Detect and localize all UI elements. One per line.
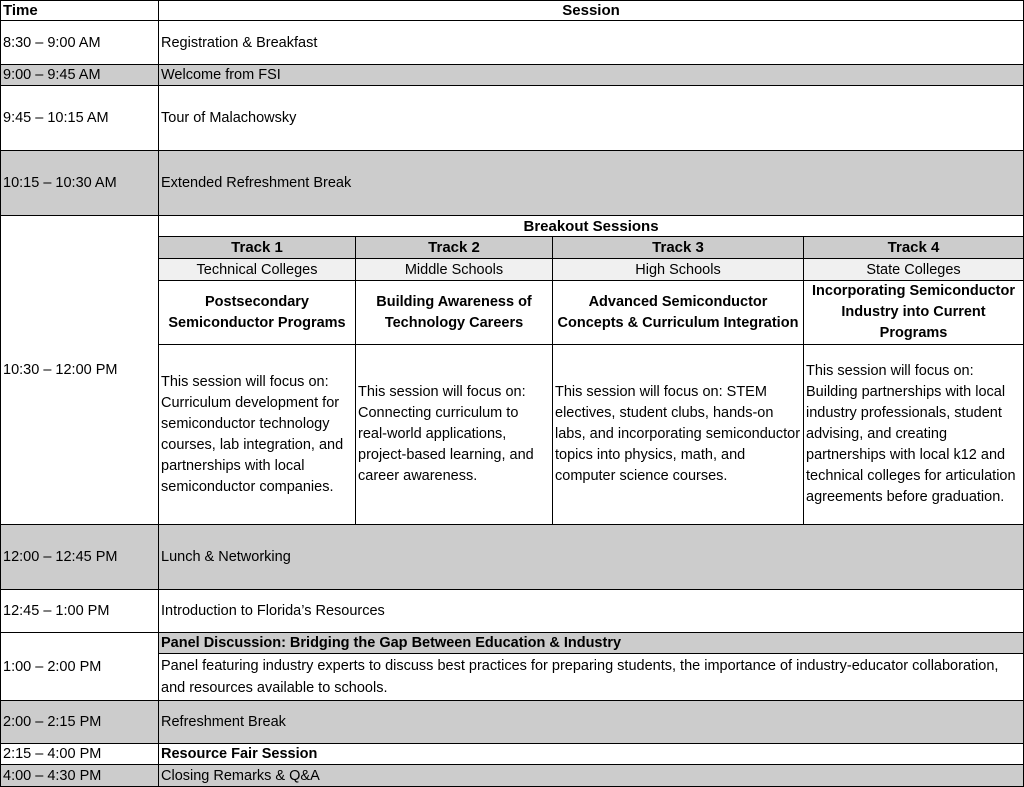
agenda-row-refreshment-break-2 [1, 701, 1024, 744]
agenda-row-closing [1, 765, 1024, 787]
time-cell: 9:00 – 9:45 AM [1, 65, 159, 86]
time-cell: 10:15 – 10:30 AM [1, 151, 159, 216]
session-column-header: Session [159, 1, 1024, 21]
session-cell: Welcome from FSI [159, 65, 1024, 86]
session-cell: Extended Refreshment Break [159, 151, 1024, 216]
time-cell: 10:30 – 12:00 PM [1, 216, 159, 525]
agenda-row-intro [1, 590, 1024, 633]
track-1-description: This session will focus on: Curriculum development for semiconductor technology courses, lab integration, and partnerships with local semiconductor companies. [159, 345, 356, 525]
agenda-row-resource-fair [1, 744, 1024, 765]
track-3-title: Advanced Semiconductor Concepts & Curriculum Integration [553, 281, 804, 345]
breakout-title-row [1, 216, 1024, 237]
session-cell: Introduction to Florida’s Resources [159, 590, 1024, 633]
agenda-row-tour [1, 86, 1024, 151]
agenda-row-lunch [1, 525, 1024, 590]
time-cell: 4:00 – 4:30 PM [1, 765, 159, 787]
time-cell: 1:00 – 2:00 PM [1, 633, 159, 701]
session-cell: Resource Fair Session [159, 744, 1024, 765]
agenda-row-welcome [1, 65, 1024, 86]
track-2-name: Track 2 [356, 237, 553, 259]
track-2-description: This session will focus on: Connecting curriculum to real-world applications, project-based learning, and career awareness. [356, 345, 553, 525]
time-cell: 2:00 – 2:15 PM [1, 701, 159, 744]
panel-title: Panel Discussion: Bridging the Gap Between Education & Industry [159, 633, 1024, 654]
session-cell: Tour of Malachowsky [159, 86, 1024, 151]
session-cell: Refreshment Break [159, 701, 1024, 744]
agenda-row-registration [1, 21, 1024, 65]
track-4-audience: State Colleges [804, 259, 1024, 281]
track-1-audience: Technical Colleges [159, 259, 356, 281]
time-cell: 8:30 – 9:00 AM [1, 21, 159, 65]
panel-description: Panel featuring industry experts to discuss best practices for preparing students, the importance of industry-educator collaboration, and resources available to schools. [159, 654, 1024, 701]
track-2-title: Building Awareness of Technology Careers [356, 281, 553, 345]
track-2-audience: Middle Schools [356, 259, 553, 281]
track-1-title: Postsecondary Semiconductor Programs [159, 281, 356, 345]
track-4-title: Incorporating Semiconductor Industry into Current Programs [804, 281, 1024, 345]
track-4-name: Track 4 [804, 237, 1024, 259]
header-row [1, 1, 1024, 21]
time-cell: 12:45 – 1:00 PM [1, 590, 159, 633]
session-cell: Closing Remarks & Q&A [159, 765, 1024, 787]
session-cell: Lunch & Networking [159, 525, 1024, 590]
time-cell: 12:00 – 12:45 PM [1, 525, 159, 590]
breakout-sessions-title: Breakout Sessions [159, 216, 1024, 237]
track-3-name: Track 3 [553, 237, 804, 259]
time-cell: 2:15 – 4:00 PM [1, 744, 159, 765]
track-3-description: This session will focus on: STEM electives, student clubs, hands-on labs, and incorporating semiconductor topics into physics, math, and computer science courses. [553, 345, 804, 525]
track-1-name: Track 1 [159, 237, 356, 259]
agenda-row-refreshment-break [1, 151, 1024, 216]
time-column-header: Time [1, 1, 159, 21]
track-3-audience: High Schools [553, 259, 804, 281]
time-cell: 9:45 – 10:15 AM [1, 86, 159, 151]
panel-title-row [1, 633, 1024, 654]
session-cell: Registration & Breakfast [159, 21, 1024, 65]
track-4-description: This session will focus on: Building partnerships with local industry professionals, student advising, and creating partnerships with local k12 and technical colleges for articulation agreements before graduation. [804, 345, 1024, 525]
